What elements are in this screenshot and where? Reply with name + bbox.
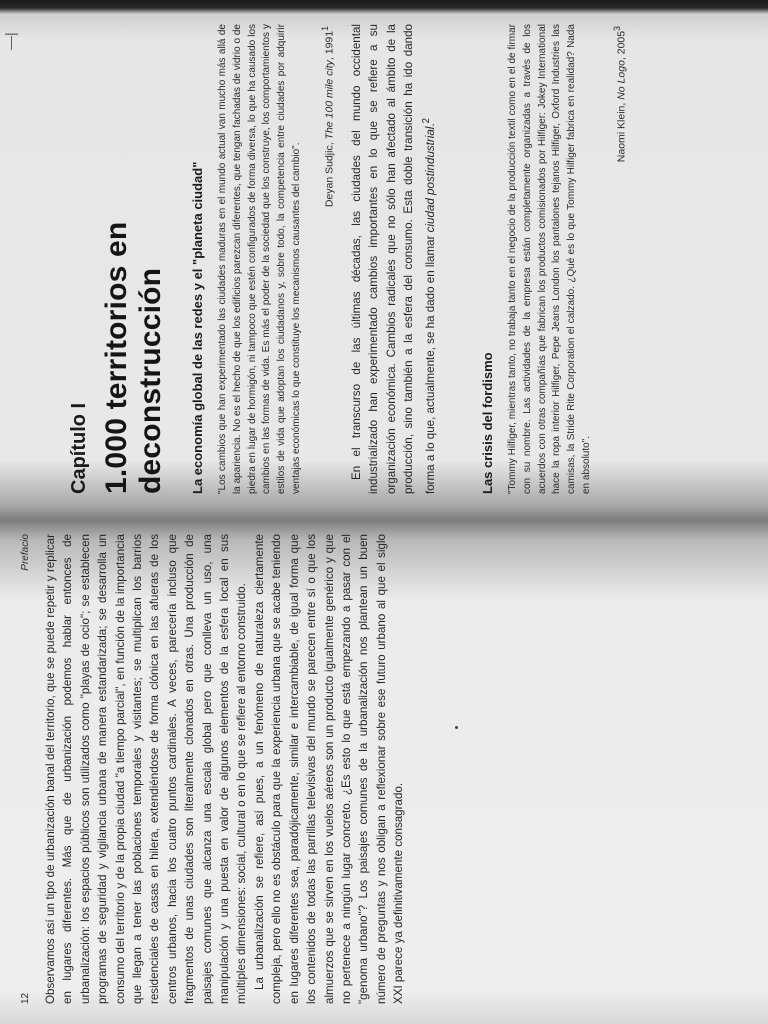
- left-page-header: [20, 534, 36, 1004]
- chapter-title: 1.000 territorios en deconstrucción: [100, 221, 167, 494]
- chapter-label: Capítulo I: [68, 402, 90, 494]
- body-paragraph: En el transcurso de las últimas décadas, las ciudades del mundo occidental industrializado han experimentado cambios importantes en lo que se refiere a su organización económica. Cambios radicales que no sólo han afectado al ámbito de la producción, sino también a la esfera del consumo. Esta doble transición ha ido dando forma a lo que, actualmente, se ha dado en llamar ciudad postindustrial.$^2$: [350, 24, 437, 494]
- page-number: 12: [20, 992, 31, 1004]
- left-page-body: [42, 534, 408, 1004]
- epigraph-source: Naomi Klein, No Logo, 2005$^3$: [612, 26, 628, 163]
- epigraph-quote: "Los cambios que han experimentado las ciudades maduras en el mundo actual van mucho más allá de la apariencia. No es el hecho de que los edificios parezcan diferentes, que tengan fachadas de vidrio o de piedra en lugar de hormigón, ni tampoco que estén configurados de forma diversa, lo que ha causado los cambios en las formas de vida. Es más el poder de la sociedad que los construye, los comportamientos y estilos de vida que adoptan los ciudadanos y, sobre todo, la competencia entre ciudades por adquirir ventajas económicas lo que constituye los mecanismos causantes del cambio".: [217, 24, 302, 494]
- paragraph: Observamos así un tipo de urbanización banal del territorio, que se puede repetir y replicar en lugares diferentes. Más que de urbanización podemos hablar entonces de urbanalización: los espacios públicos son utilizados como "playas de ocio"; se establecen programas de seguridad y vigilancia urbana de manera estandarizada; se desarrolla un consumo del territorio y de la propia ciudad "a tiempo parcial", en función de la importancia que llegan a tener las poblaciones temporales y visitantes; se multiplican los barrios residenciales de casas en hilera, extendiéndose de forma clónica en las afueras de los centros urbanos, hacia los cuatro puntos cardinales. A veces, parecería incluso que fragmentos de unas ciudades son literalmente clonados en otras. Una producción de paisajes comunes que alcanza una escala global pero que conlleva un uso, una manipulación y una puesta en valor de algunos elementos de la esfera local en sus múltiples dimensiones: social, cultural o en lo que se refiere al entorno construido.: [44, 534, 249, 1004]
- section-heading: Las crisis del fordismo: [480, 352, 495, 494]
- epigraph-source: Deyan Sudjic, The 100 mile city, 1991$^1$: [320, 26, 336, 208]
- margin-mark: —|: [2, 32, 18, 50]
- section-heading: La economía global de las redes y el "planeta ciudad": [190, 161, 205, 494]
- running-head: Prefacio: [20, 534, 31, 571]
- epigraph-quote: "Tommy Hilfiger, mientras tanto, no trabaja tanto en el negocio de la producción textil como en el de firmar con su nombre. Las actividades de la empresa están completamente organizadas a través de los acuerdos con otras compañías que fabrican los productos comisionados por Hilfiger: Jokey International hace la ropa interior Hilfiger, Pepe Jeans London los pantalones tejanos Hilfiger, Oxford Industries las camisas, la Stride Rite Corporation el calzado. ¿Qué es lo que Tommy Hilfiger fabrica en realidad? Nada en absoluto".: [507, 24, 592, 494]
- paragraph: La urbanalización se refiere, así pues, a un fenómeno de naturaleza ciertamente compleja, pero ello no es obstáculo para que la experiencia urbana que se acabe teniendo en lugares diferentes sea, paradójicamente, similar e intercambiable, de igual forma que los contenidos de todas las parrillas televisivas del mundo se parecen entre sí o que los almuerzos que se sirven en los vuelos aéreos son un producto igualmente genérico y que no pertenece a ningún lugar concreto. ¿Es esto lo que está empezando a pasar con el "genoma urbano"? Los paisajes comunes de la urbanalización nos plantean un buen número de preguntas y nos obligan a reflexionar sobre ese futuro urbano al que el siglo XXI parece ya definitivamente consagrado.: [252, 534, 406, 1004]
- left-page: [0, 524, 768, 1024]
- speck: [455, 726, 458, 729]
- right-page: [0, 0, 768, 504]
